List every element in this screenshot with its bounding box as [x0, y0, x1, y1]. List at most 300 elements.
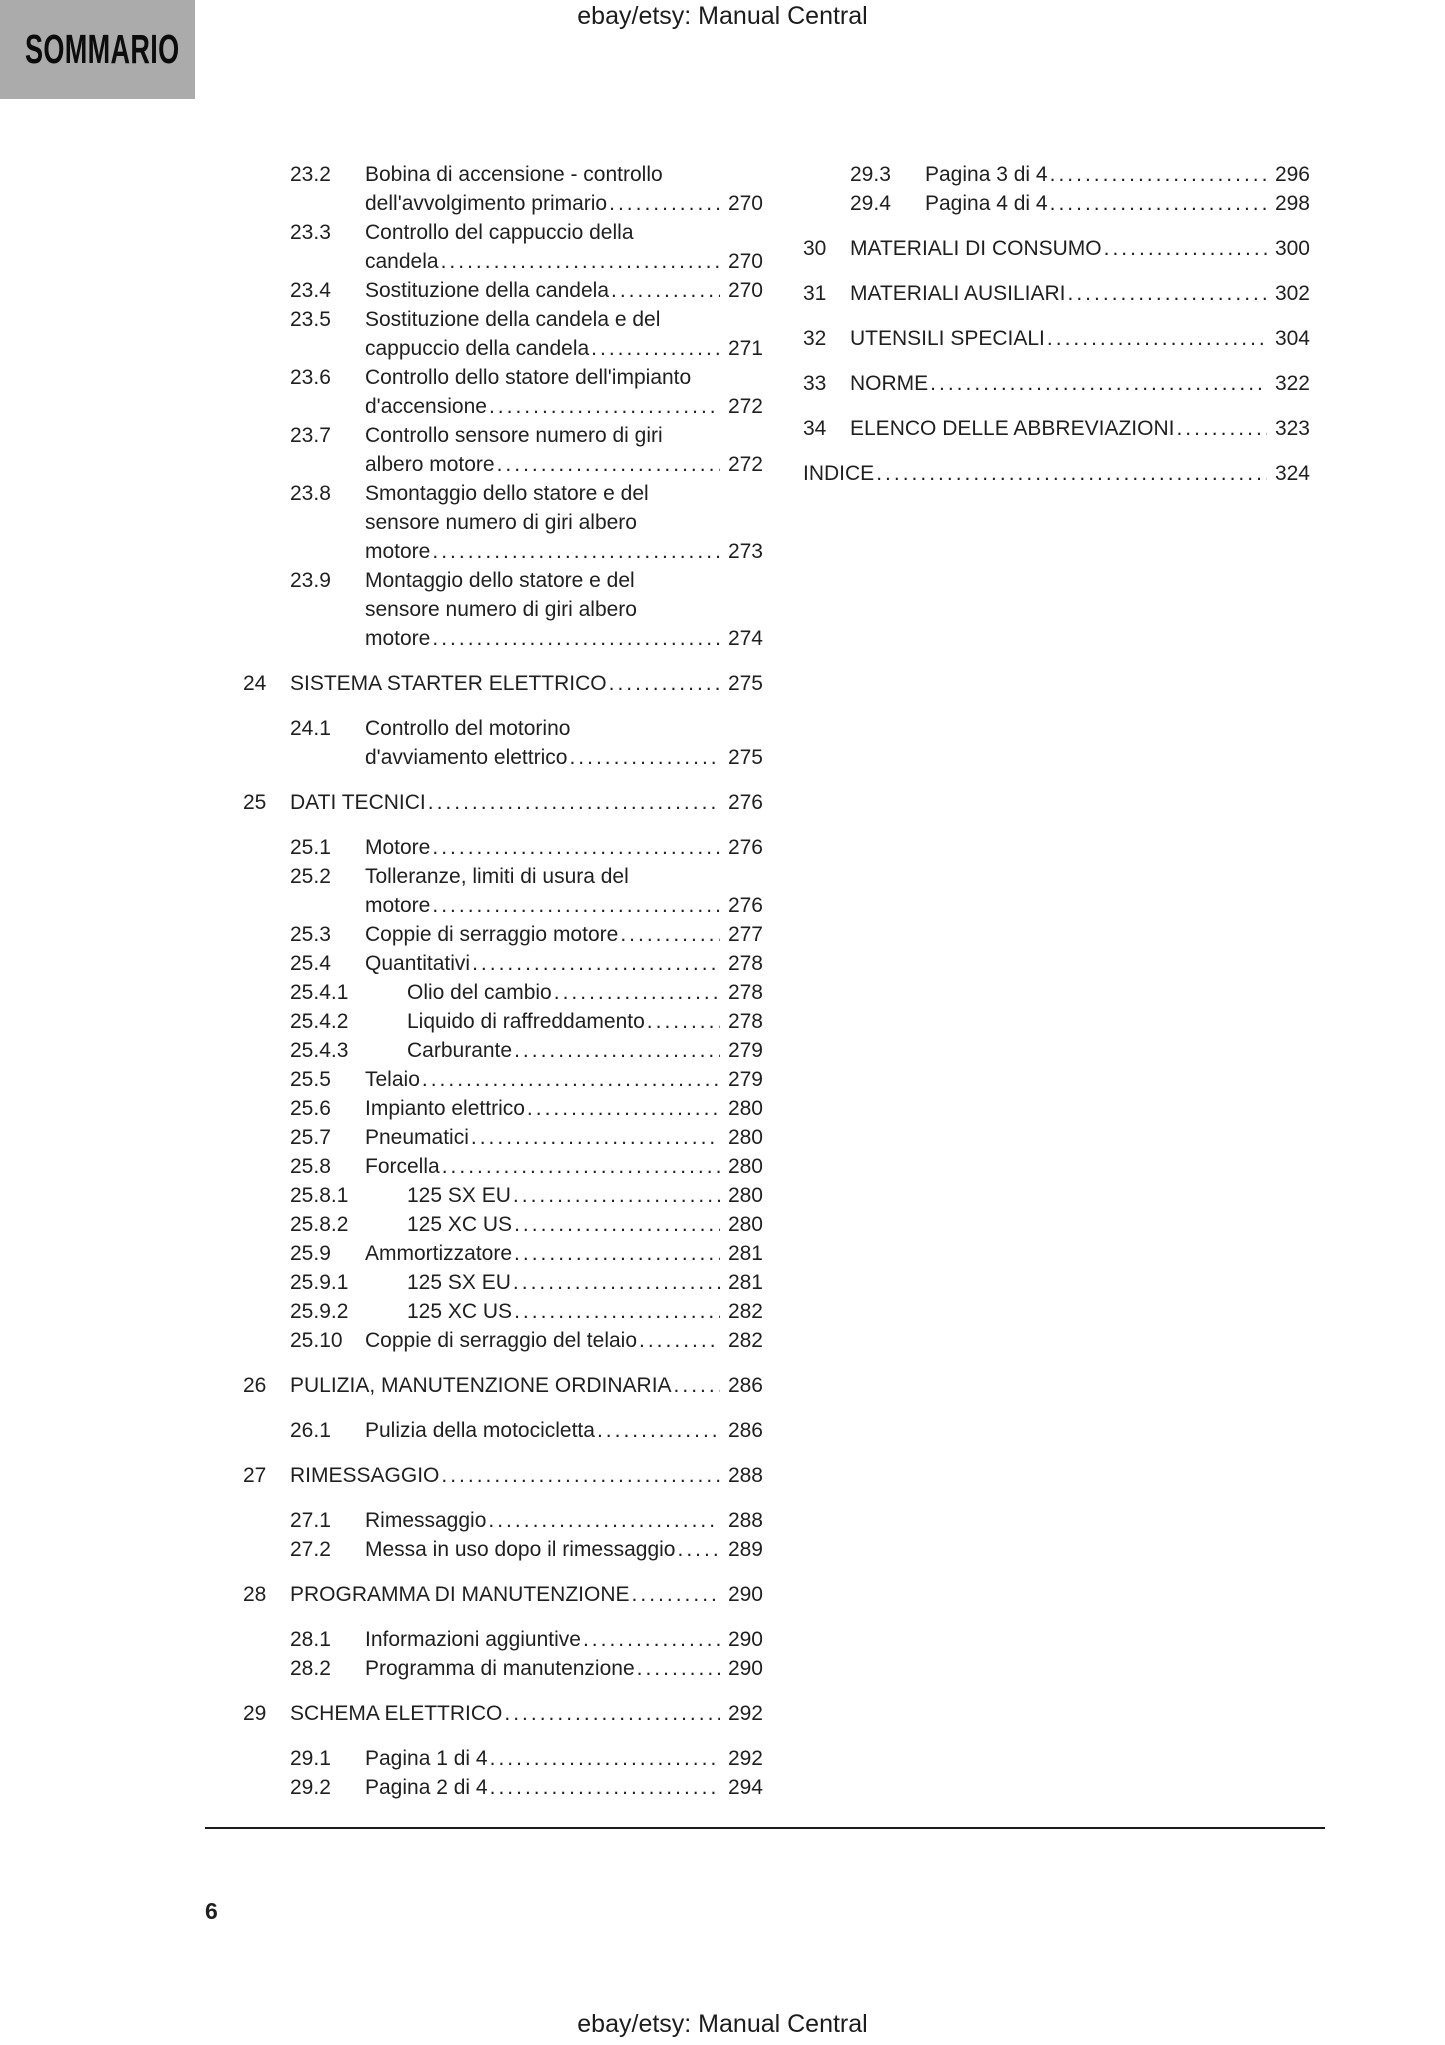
dot-leader	[569, 743, 720, 772]
toc-entry-body	[365, 920, 763, 949]
toc-entry-title-line	[925, 189, 1310, 218]
dot-leader	[489, 392, 720, 421]
toc-entry-title-line: Bobina di accensione - controllo	[365, 163, 663, 186]
toc-entry-page: 281	[727, 1271, 763, 1294]
toc-entry-number: 23.9	[290, 569, 331, 592]
toc-entry-title: motore	[365, 894, 431, 917]
toc-entry-title-line	[290, 1580, 763, 1609]
toc-entry-title: dell'avvolgimento primario	[365, 192, 608, 215]
toc-entry-title-line: Tolleranze, limiti di usura del	[365, 865, 629, 888]
toc-entry[interactable]	[243, 276, 763, 305]
toc-entry-title: SCHEMA ELETTRICO	[290, 1702, 503, 1725]
toc-entry-number: 25.8	[290, 1155, 331, 1178]
sommario-tab-label: SOMMARIO	[25, 26, 180, 72]
dot-leader	[432, 537, 720, 566]
toc-entry-title-line	[365, 1625, 763, 1654]
toc-entry-number: 29.1	[290, 1747, 331, 1770]
toc-entry-page: 286	[727, 1419, 763, 1442]
toc-entry-body	[290, 1580, 763, 1609]
toc-entry-page: 292	[727, 1747, 763, 1770]
toc-entry-title-line	[365, 1326, 763, 1355]
toc-entry-title-line	[407, 1007, 763, 1036]
toc-entry-title: candela	[365, 250, 439, 273]
dot-leader	[442, 1152, 720, 1181]
toc-entry-title: Informazioni aggiuntive	[365, 1628, 581, 1651]
toc-entry-number: 27.2	[290, 1538, 331, 1561]
toc-entry-body	[365, 421, 763, 479]
toc-entry-body	[365, 833, 763, 862]
dot-leader	[1050, 189, 1267, 218]
toc-entry-body	[365, 1239, 763, 1268]
toc-entry-body	[850, 414, 1310, 443]
toc-entry-title: 125 SX EU	[407, 1184, 511, 1207]
dot-leader	[488, 1506, 720, 1535]
toc-entry-number: 30	[803, 237, 827, 260]
toc-entry-title: Olio del cambio	[407, 981, 552, 1004]
toc-entry-body	[290, 1699, 763, 1728]
dot-leader	[1047, 324, 1267, 353]
toc-entry-title: Pagina 3 di 4	[925, 163, 1048, 186]
toc-entry-title: MATERIALI AUSILIARI	[850, 282, 1066, 305]
dot-leader	[597, 1416, 720, 1445]
toc-entry-body	[290, 1461, 763, 1490]
toc-entry-body	[925, 189, 1310, 218]
toc-entry-title-line: Montaggio dello statore e del	[365, 569, 635, 592]
toc-entry-body	[365, 1535, 763, 1564]
toc-entry-page: 276	[727, 894, 763, 917]
toc-entry-title-line	[407, 1268, 763, 1297]
toc-entry-title: d'accensione	[365, 395, 487, 418]
toc-entry-body	[407, 978, 763, 1007]
toc-entry-number: 25.7	[290, 1126, 331, 1149]
dot-leader	[428, 788, 720, 817]
toc-entry[interactable]	[243, 305, 763, 363]
toc-entry[interactable]	[243, 714, 763, 772]
toc-entry-page: 290	[727, 1628, 763, 1651]
toc-entry-title-line	[365, 891, 763, 920]
toc-entry-number: 25.2	[290, 865, 331, 888]
toc-entry[interactable]	[243, 1152, 763, 1181]
toc-entry-page: 279	[727, 1068, 763, 1091]
toc-entry-page: 278	[727, 952, 763, 975]
toc-entry-number: 25.4.1	[290, 981, 349, 1004]
toc-entry[interactable]	[243, 218, 763, 276]
toc-entry[interactable]	[243, 1326, 763, 1355]
toc-entry-body	[365, 1654, 763, 1683]
toc-entry-body	[365, 862, 763, 920]
toc-entry-title-line	[850, 369, 1310, 398]
toc-entry-body	[365, 1065, 763, 1094]
toc-column-left	[243, 160, 763, 1802]
dot-leader	[471, 1123, 720, 1152]
toc-entry-title-line	[407, 1036, 763, 1065]
toc-entry-page: 300	[1274, 237, 1310, 260]
dot-leader	[637, 1654, 720, 1683]
dot-leader	[609, 669, 720, 698]
toc-entry[interactable]	[243, 1123, 763, 1152]
toc-entry-body	[365, 305, 763, 363]
toc-entry[interactable]	[243, 1580, 763, 1609]
toc-entry-title-line	[850, 279, 1310, 308]
toc-entry[interactable]	[243, 1239, 763, 1268]
header-title: ebay/etsy: Manual Central	[577, 2, 868, 30]
toc-entry-body	[290, 788, 763, 817]
toc-entry-title-line	[290, 1371, 763, 1400]
dot-leader	[930, 369, 1267, 398]
dot-leader	[1104, 234, 1267, 263]
toc-entry[interactable]	[243, 1506, 763, 1535]
toc-entry-title: PULIZIA, MANUTENZIONE ORDINARIA	[290, 1374, 672, 1397]
toc-entry-page: 288	[727, 1464, 763, 1487]
toc-entry-title: 125 XC US	[407, 1213, 513, 1236]
toc-entry[interactable]	[243, 1461, 763, 1490]
toc-entry-number: 25.3	[290, 923, 331, 946]
toc-entry-number: 27.1	[290, 1509, 331, 1532]
toc-entry-title-line	[365, 1152, 763, 1181]
toc-entry-page: 276	[727, 791, 763, 814]
toc-entry-title: Coppie di serraggio motore	[365, 923, 619, 946]
toc-entry-page: 324	[1274, 462, 1310, 485]
toc-entry-title: Motore	[365, 836, 431, 859]
toc-entry-body	[365, 160, 763, 218]
toc-entry-number: 28.2	[290, 1657, 331, 1680]
toc-entry-title-line	[365, 189, 763, 218]
toc-entry-title: ELENCO DELLE ABBREVIAZIONI	[850, 417, 1175, 440]
toc-entry-page: 323	[1274, 417, 1310, 440]
toc-entry-title-line	[290, 669, 763, 698]
toc-entry-title-line	[365, 392, 763, 421]
toc-entry-title-line	[365, 1239, 763, 1268]
toc-entry-title-line	[803, 459, 1310, 488]
toc-entry-title: Ammortizzatore	[365, 1242, 513, 1265]
toc-entry-body	[407, 1210, 763, 1239]
toc-entry[interactable]	[803, 234, 1310, 263]
toc-entry-number: 24.1	[290, 717, 331, 740]
dot-leader	[678, 1535, 720, 1564]
toc-entry-body	[850, 369, 1310, 398]
toc-entry-title-line	[365, 1654, 763, 1683]
toc-entry[interactable]	[243, 1371, 763, 1400]
toc-entry-body	[407, 1181, 763, 1210]
dot-leader	[1068, 279, 1267, 308]
page-number: 6	[205, 1898, 218, 1924]
toc-entry-title: 125 SX EU	[407, 1271, 511, 1294]
dot-leader	[527, 1094, 720, 1123]
toc-entry-title: Messa in uso dopo il rimessaggio	[365, 1538, 676, 1561]
toc-entry-title-line	[407, 1181, 763, 1210]
toc-entry-body	[365, 714, 763, 772]
toc-entry-page: 275	[727, 672, 763, 695]
toc-entry-title-line	[365, 949, 763, 978]
toc-entry-body	[365, 479, 763, 566]
toc-entry-title: MATERIALI DI CONSUMO	[850, 237, 1102, 260]
dot-leader	[432, 833, 720, 862]
toc-entry[interactable]	[803, 414, 1310, 443]
dot-leader	[611, 276, 720, 305]
toc-entry[interactable]	[243, 421, 763, 479]
toc-entry-page: 298	[1274, 192, 1310, 215]
dot-leader	[513, 1268, 720, 1297]
toc-entry-title: Forcella	[365, 1155, 440, 1178]
toc-entry-title-line	[365, 1506, 763, 1535]
toc-entry-title: motore	[365, 627, 431, 650]
toc-entry-title: RIMESSAGGIO	[290, 1464, 440, 1487]
toc-entry-page: 289	[727, 1538, 763, 1561]
toc-entry-title-line	[365, 334, 763, 363]
dot-leader	[441, 247, 720, 276]
toc-entry-body	[365, 276, 763, 305]
toc-entry-body	[850, 234, 1310, 263]
toc-entry[interactable]	[243, 1297, 763, 1326]
toc-entry-number: 25.4	[290, 952, 331, 975]
toc-entry-body	[365, 218, 763, 276]
toc-entry-title-line	[365, 1416, 763, 1445]
toc-entry[interactable]	[803, 324, 1310, 353]
toc-entry-number: 23.4	[290, 279, 331, 302]
dot-leader	[639, 1326, 720, 1355]
dot-leader	[472, 949, 720, 978]
toc-entry-number: 25.8.2	[290, 1213, 349, 1236]
toc-entry-page: 280	[727, 1184, 763, 1207]
toc-entry[interactable]	[243, 566, 763, 653]
toc-entry-title: Liquido di raffreddamento	[407, 1010, 645, 1033]
toc-entry-body	[365, 1744, 763, 1773]
dot-leader	[504, 1699, 720, 1728]
toc-entry-number: 29.3	[850, 163, 891, 186]
toc-entry-title-line: sensore numero di giri albero	[365, 511, 637, 534]
toc-entry-title-line: Sostituzione della candela e del	[365, 308, 661, 331]
toc-entry-title-line	[365, 450, 763, 479]
toc-entry[interactable]	[243, 788, 763, 817]
toc-entry-number: 23.3	[290, 221, 331, 244]
toc-entry-title-line	[365, 1773, 763, 1802]
toc-entry[interactable]	[243, 949, 763, 978]
toc-entry-title: Carburante	[407, 1039, 513, 1062]
toc-entry-body	[407, 1297, 763, 1326]
toc-entry-title-line	[850, 414, 1310, 443]
toc-entry-number: 33	[803, 372, 827, 395]
toc-entry[interactable]	[243, 978, 763, 1007]
dot-leader	[497, 450, 720, 479]
toc-entry-body	[365, 1773, 763, 1802]
dot-leader	[876, 459, 1267, 488]
toc-entry-title-line: Controllo sensore numero di giri	[365, 424, 663, 447]
dot-leader	[609, 189, 720, 218]
toc-entry-title-line: sensore numero di giri albero	[365, 598, 637, 621]
toc-entry-number: 25.6	[290, 1097, 331, 1120]
dot-leader	[583, 1625, 720, 1654]
toc-entry[interactable]	[803, 160, 1310, 189]
dot-leader	[514, 1239, 720, 1268]
toc-entry[interactable]	[803, 459, 1310, 488]
toc-entry[interactable]	[243, 833, 763, 862]
toc-entry-title: PROGRAMMA DI MANUTENZIONE	[290, 1583, 630, 1606]
footer-divider	[205, 1827, 1325, 1829]
toc-entry-page: 280	[727, 1155, 763, 1178]
toc-entry[interactable]	[243, 160, 763, 218]
toc-entry-title-line	[407, 1297, 763, 1326]
toc-entry-title: Pagina 1 di 4	[365, 1747, 488, 1770]
toc-entry[interactable]	[243, 1744, 763, 1773]
toc-entry-page: 302	[1274, 282, 1310, 305]
dot-leader	[554, 978, 720, 1007]
toc-entry[interactable]	[243, 1416, 763, 1445]
toc-entry-title: SISTEMA STARTER ELETTRICO	[290, 672, 607, 695]
toc-entry-page: 286	[727, 1374, 763, 1397]
toc-entry-number: 23.8	[290, 482, 331, 505]
toc-entry-number: 25	[243, 791, 267, 814]
toc-entry-page: 272	[727, 395, 763, 418]
toc-entry-title: Coppie di serraggio del telaio	[365, 1329, 638, 1352]
toc-entry[interactable]	[243, 1625, 763, 1654]
toc-entry-title: DATI TECNICI	[290, 791, 426, 814]
toc-entry-page: 272	[727, 453, 763, 476]
toc-entry-title-line: Controllo del cappuccio della	[365, 221, 634, 244]
toc-entry-page: 273	[727, 540, 763, 563]
toc-entry-number: 26.1	[290, 1419, 331, 1442]
dot-leader	[422, 1065, 720, 1094]
toc-entry-body	[803, 459, 1310, 488]
toc-entry-body	[365, 1326, 763, 1355]
toc-entry-body	[365, 363, 763, 421]
toc-entry-title-line	[365, 833, 763, 862]
toc-entry-page: 294	[727, 1776, 763, 1799]
toc-entry-body	[925, 160, 1310, 189]
footer-title: ebay/etsy: Manual Central	[577, 2010, 868, 2038]
toc-entry-body	[407, 1036, 763, 1065]
toc-entry-page: 277	[727, 923, 763, 946]
toc-entry-number: 23.7	[290, 424, 331, 447]
toc-entry[interactable]	[243, 1094, 763, 1123]
toc-entry-number: 29.4	[850, 192, 891, 215]
toc-entry-title: d'avviamento elettrico	[365, 746, 568, 769]
toc-entry-title-line	[365, 1744, 763, 1773]
toc-entry-number: 29.2	[290, 1776, 331, 1799]
toc-entry[interactable]	[243, 1007, 763, 1036]
dot-leader	[490, 1744, 720, 1773]
dot-leader	[441, 1461, 720, 1490]
toc-entry-page: 270	[727, 279, 763, 302]
sommario-tab	[0, 0, 195, 99]
toc-entry-title: motore	[365, 540, 431, 563]
toc-entry-title-line	[365, 1094, 763, 1123]
toc-entry-number: 25.4.3	[290, 1039, 349, 1062]
dot-leader	[432, 624, 720, 653]
toc-entry-title: Programma di manutenzione	[365, 1657, 635, 1680]
toc-entry[interactable]	[243, 1036, 763, 1065]
toc-entry-title-line	[365, 1123, 763, 1152]
dot-leader	[514, 1036, 720, 1065]
dot-leader	[620, 920, 720, 949]
toc-entry[interactable]	[803, 189, 1310, 218]
toc-entry[interactable]	[243, 1535, 763, 1564]
toc-entry-page: 275	[727, 746, 763, 769]
toc-entry-number: 25.10	[290, 1329, 343, 1352]
toc-entry[interactable]	[243, 1268, 763, 1297]
toc-entry-title-line	[365, 624, 763, 653]
toc-entry-body	[850, 279, 1310, 308]
toc-entry-body	[850, 324, 1310, 353]
toc-entry[interactable]	[243, 479, 763, 566]
toc-entry[interactable]	[243, 920, 763, 949]
toc-entry[interactable]	[243, 363, 763, 421]
toc-entry-title-line	[925, 160, 1310, 189]
toc-entry-number: 25.9.1	[290, 1271, 349, 1294]
toc-entry-title: Sostituzione della candela	[365, 279, 610, 302]
dot-leader	[514, 1210, 720, 1239]
toc-entry-page: 270	[727, 192, 763, 215]
toc-entry-page: 278	[727, 981, 763, 1004]
toc-entry[interactable]	[243, 1699, 763, 1728]
toc-entry-title-line	[290, 1461, 763, 1490]
dot-leader	[513, 1181, 720, 1210]
toc-entry-page: 304	[1274, 327, 1310, 350]
toc-entry[interactable]	[243, 1773, 763, 1802]
toc-entry-body	[365, 949, 763, 978]
toc-entry-number: 28	[243, 1583, 267, 1606]
toc-entry-page: 290	[727, 1583, 763, 1606]
toc-entry-page: 290	[727, 1657, 763, 1680]
dot-leader	[674, 1371, 720, 1400]
toc-entry-title: Pagina 4 di 4	[925, 192, 1048, 215]
toc-entry-title-line	[365, 920, 763, 949]
dot-leader	[647, 1007, 720, 1036]
toc-entry-page: 278	[727, 1010, 763, 1033]
toc-entry[interactable]	[243, 1181, 763, 1210]
toc-entry-number: 29	[243, 1702, 267, 1725]
dot-leader	[632, 1580, 720, 1609]
toc-entry-title: Rimessaggio	[365, 1509, 487, 1532]
toc-entry-body	[365, 1416, 763, 1445]
toc-entry[interactable]	[243, 1654, 763, 1683]
toc-entry-page: 280	[727, 1126, 763, 1149]
toc-entry[interactable]	[243, 1065, 763, 1094]
toc-entry-title: Pagina 2 di 4	[365, 1776, 488, 1799]
toc-entry[interactable]	[803, 279, 1310, 308]
toc-entry-title-line: Controllo del motorino	[365, 717, 571, 740]
toc-entry-body	[365, 1123, 763, 1152]
toc-entry-body	[365, 1506, 763, 1535]
toc-entry-body	[290, 669, 763, 698]
toc-entry-number: 25.4.2	[290, 1010, 349, 1033]
dot-leader	[1050, 160, 1267, 189]
toc-entry-body	[365, 1094, 763, 1123]
toc-entry-title-line	[850, 324, 1310, 353]
toc-entry-body	[365, 1152, 763, 1181]
toc-entry-title-line	[365, 743, 763, 772]
toc-entry-title: Pneumatici	[365, 1126, 469, 1149]
toc-entry-title-line: Controllo dello statore dell'impianto	[365, 366, 692, 389]
toc-entry-title-line: Smontaggio dello statore e del	[365, 482, 649, 505]
toc-entry[interactable]	[803, 369, 1310, 398]
toc-entry-title-line	[290, 1699, 763, 1728]
toc-entry[interactable]	[243, 1210, 763, 1239]
dot-leader	[432, 891, 720, 920]
toc-entry-number: 23.6	[290, 366, 331, 389]
toc-column-right	[803, 160, 1310, 504]
toc-entry-body	[365, 1625, 763, 1654]
toc-entry-number: 27	[243, 1464, 267, 1487]
toc-entry-number: 34	[803, 417, 827, 440]
toc-entry[interactable]	[243, 862, 763, 920]
toc-entry-title-line	[850, 234, 1310, 263]
toc-entry[interactable]	[243, 669, 763, 698]
toc-entry-number: 25.8.1	[290, 1184, 349, 1207]
toc-entry-number: 23.5	[290, 308, 331, 331]
toc-entry-title-line	[365, 276, 763, 305]
toc-entry-title-line	[407, 978, 763, 1007]
toc-entry-number: 26	[243, 1374, 267, 1397]
